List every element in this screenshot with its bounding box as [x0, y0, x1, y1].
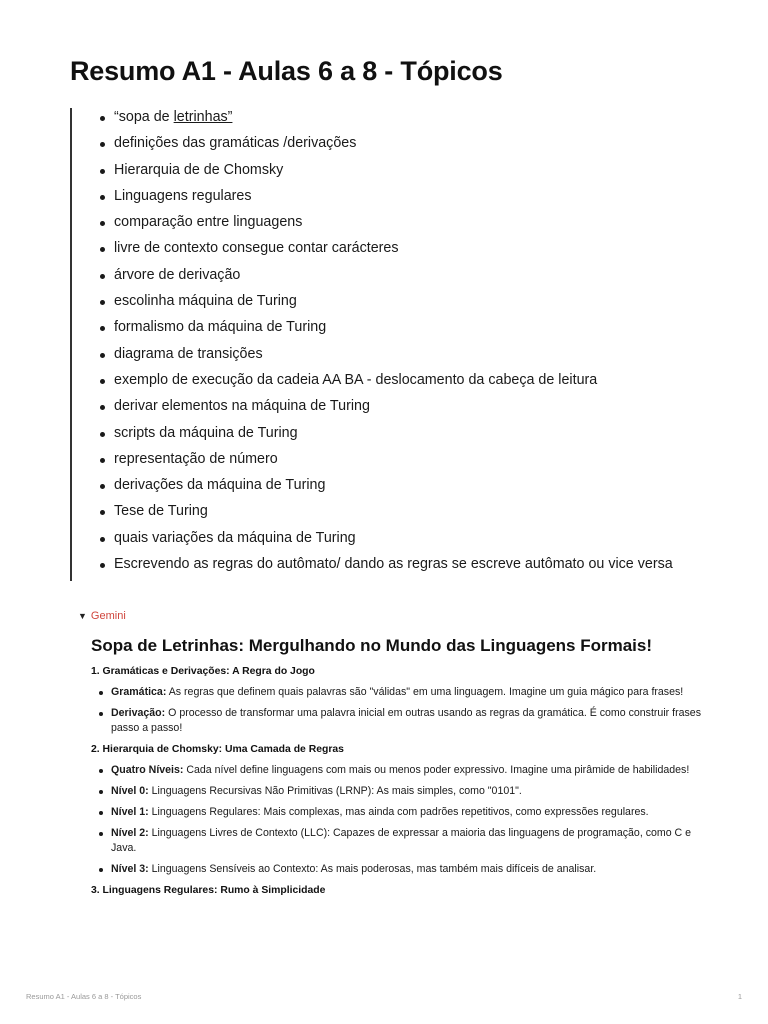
list-item: comparação entre linguagens: [114, 213, 712, 232]
item-text: Linguagens Regulares: Mais complexas, mas ainda com padrões repetitivos, como expressões regulares.: [148, 806, 649, 818]
list-item: [111, 826, 703, 856]
gemini-content: [91, 636, 703, 904]
footer-text: Resumo A1 - Aulas 6 a 8 - Tópicos: [26, 992, 142, 1001]
section-3-title: 3. Linguagens Regulares: Rumo à Simplicidade: [91, 885, 326, 896]
toggle-triangle-icon[interactable]: ▼: [78, 611, 87, 621]
list-item: escolinha máquina de Turing: [114, 292, 712, 311]
item-text: Linguagens Livres de Contexto (LLC): Capazes de expressar a maioria das linguagens de programação, como C e Java.: [111, 827, 692, 854]
list-item: Hierarquia de de Chomsky: [114, 161, 712, 180]
gemini-heading: Sopa de Letrinhas: Mergulhando no Mundo das Linguagens Formais!: [91, 636, 653, 655]
list-item: quais variações da máquina de Turing: [114, 529, 712, 548]
section-1-list: [91, 685, 703, 736]
list-item: [111, 685, 703, 700]
list-item: [111, 862, 703, 877]
topics-list: [72, 108, 712, 574]
list-item: exemplo de execução da cadeia AA BA - deslocamento da cabeça de leitura: [114, 371, 712, 390]
list-item: Escrevendo as regras do autômato/ dando as regras se escreve autômato ou vice versa: [114, 555, 712, 574]
item-term: Nível 3:: [111, 863, 149, 875]
list-item: Tese de Turing: [114, 502, 712, 521]
topic-first-prefix: “sopa de: [114, 109, 174, 125]
list-item: representação de número: [114, 450, 712, 469]
item-text: Linguagens Recursivas Não Primitivas (LRNP): As mais simples, como "0101".: [148, 785, 522, 797]
list-item: definições das gramáticas /derivações: [114, 134, 712, 153]
item-text: O processo de transformar uma palavra inicial em outras usando as regras da gramática. É como construir frases passo a passo!: [111, 707, 701, 734]
item-text: Cada nível define linguagens com mais ou menos poder expressivo. Imagine uma pirâmide de habilidades!: [183, 764, 690, 776]
topic-first-underlined: letrinhas”: [173, 109, 233, 125]
gemini-toggle[interactable]: [78, 610, 126, 622]
list-item: [111, 805, 703, 820]
list-item: árvore de derivação: [114, 266, 712, 285]
item-term: Gramática:: [111, 686, 167, 698]
list-item: diagrama de transições: [114, 345, 712, 364]
item-text: As regras que definem quais palavras são "válidas" em uma linguagem. Imagine um guia mágico para frases!: [166, 686, 684, 698]
list-item: [111, 706, 703, 736]
list-item: Linguagens regulares: [114, 187, 712, 206]
section-1-title: 1. Gramáticas e Derivações: A Regra do Jogo: [91, 666, 315, 677]
item-term: Nível 0:: [111, 785, 149, 797]
item-term: Derivação:: [111, 707, 166, 719]
list-item: [114, 108, 712, 127]
list-item: scripts da máquina de Turing: [114, 424, 712, 443]
topics-quote-block: [70, 108, 712, 581]
item-term: Nível 2:: [111, 827, 149, 839]
list-item: formalismo da máquina de Turing: [114, 318, 712, 337]
list-item: [111, 784, 703, 799]
list-item: derivar elementos na máquina de Turing: [114, 397, 712, 416]
page-title: Resumo A1 - Aulas 6 a 8 - Tópicos: [70, 56, 503, 86]
list-item: derivações da máquina de Turing: [114, 476, 712, 495]
item-text: Linguagens Sensíveis ao Contexto: As mais poderosas, mas também mais difíceis de analisar.: [148, 863, 597, 875]
list-item: [111, 763, 703, 778]
item-term: Quatro Níveis:: [111, 764, 184, 776]
list-item: livre de contexto consegue contar carácteres: [114, 239, 712, 258]
toggle-label[interactable]: Gemini: [90, 610, 126, 622]
page-number: 1: [737, 992, 742, 1001]
item-term: Nível 1:: [111, 806, 149, 818]
section-2-title: 2. Hierarquia de Chomsky: Uma Camada de Regras: [91, 744, 344, 755]
section-2-list: [91, 763, 703, 877]
